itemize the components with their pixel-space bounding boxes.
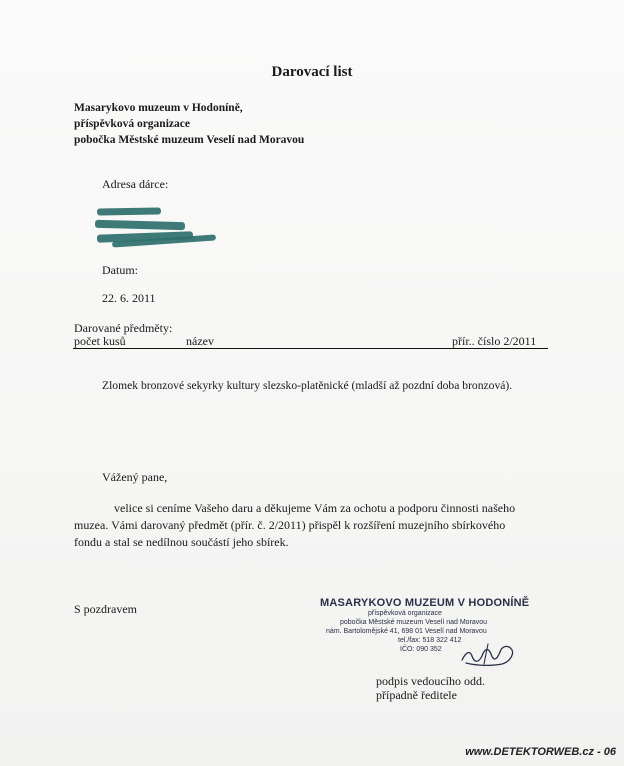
signature-caption-1: podpis vedoucího odd. <box>376 674 485 688</box>
body-line-1: velice si ceníme Vašeho daru a děkujeme Vám za ochotu a podporu činnosti našeho <box>114 501 516 515</box>
donated-items-label: Darované předměty: <box>74 321 173 335</box>
organization-branch: pobočka Městské muzeum Veselí nad Moravou <box>74 134 305 146</box>
column-accession: přír.. číslo 2/2011 <box>452 334 537 348</box>
stamp-line-2: pobočka Městské muzeum Veselí nad Moravou <box>340 619 488 626</box>
handwritten-signature <box>458 640 516 670</box>
donor-address-label: Adresa dárce: <box>102 177 169 191</box>
table-header-rule <box>73 348 548 349</box>
stamp-line-5: IČO: 090 352 <box>400 646 442 653</box>
stamp-title: MASARYKOVO MUZEUM V HODONÍNĚ <box>320 597 530 609</box>
body-line-2: muzea. Vámi darovaný předmět (přír. č. 2/2011) přispěl k rozšíření muzejního sbírkového <box>74 518 506 532</box>
salutation: Vážený pane, <box>102 470 168 484</box>
body-paragraph <box>74 500 544 551</box>
column-count: počet kusů <box>74 334 126 348</box>
document-title: Darovací list <box>271 64 353 80</box>
date-label: Datum: <box>102 263 138 277</box>
closing: S pozdravem <box>74 602 137 616</box>
stamp-line-1: příspěvková organizace <box>368 610 442 617</box>
column-name: název <box>186 334 214 348</box>
watermark: www.DETEKTORWEB.cz - 06 <box>465 746 616 758</box>
body-line-3: fondu a stal se nedílnou součástí jeho sbírek. <box>74 535 289 549</box>
organization-name: Masarykovo muzeum v Hodoníně, <box>74 102 243 114</box>
stamp-line-3: nám. Bartolomějské 41, 698 01 Veselí nad Moravou <box>326 628 487 635</box>
date-value: 22. 6. 2011 <box>102 291 156 305</box>
item-description: Zlomek bronzové sekyrky kultury slezsko-platěnické (mladší až pozdní doba bronzová). <box>102 379 513 392</box>
organization-type: příspěvková organizace <box>74 118 190 130</box>
stamp-line-4: tel./fax: 518 322 412 <box>398 637 462 644</box>
signature-caption-2: případně ředitele <box>376 688 457 702</box>
